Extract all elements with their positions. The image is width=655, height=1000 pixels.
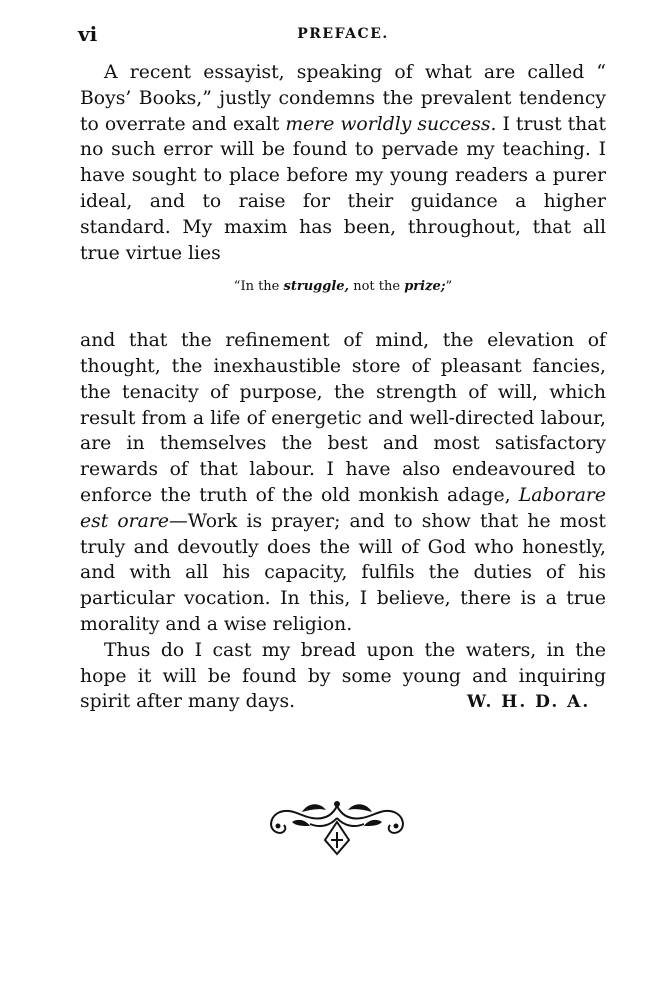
p1-text-a: A recent essayist, speaking of what are called “ Boys’ Books,” justly condemns the prevalent tendency to overrate and exalt — [80, 62, 606, 135]
p2-emphasis: Laborare est orare — [80, 484, 606, 532]
floral-tailpiece-icon — [262, 798, 412, 858]
paragraph-3: Thus do I cast my bread upon the waters, in the hope it will be found by some young and inquiring spirit after many days. — [80, 639, 606, 713]
p2-text-a: and that the refinement of mind, the elevation of thought, the inexhaustible store of pleasant fancies, the tenacity of purpose, the strength of will, which result from a life of energetic and well-directed labour, are in themselves the best and most satisfactory rewards of that labour. I have also endeavoured to enforce the truth of the old monkish adage, — [80, 330, 606, 506]
quote-text-b: not the — [349, 279, 405, 295]
page-number: vi — [78, 22, 98, 46]
quote-close: ” — [445, 279, 453, 295]
running-title: PREFACE. — [297, 26, 389, 42]
quotation — [80, 274, 606, 300]
preface-body — [80, 60, 606, 715]
quote-text-a: “In the — [233, 279, 284, 295]
p1-text-b: I trust that no such error will be found to pervade my teaching. I have sought to place before my young readers a purer ideal, and to raise for their guidance a higher standard. My maxim has been, throughout, that all true virtue lies — [80, 113, 606, 264]
quote-emphasis-2: prize; — [404, 279, 446, 295]
paragraph-2 — [80, 328, 606, 638]
signature: W. H. D. A. — [467, 692, 591, 712]
quote-emphasis-1: struggle, — [283, 279, 350, 295]
p2-text-b: —Work is prayer; and to show that he most truly and devoutly does the will of God who honestly, and with all his capacity, fulfils the duties of his particular vocation. In this, I believe, there is a true morality and a wise religion. — [80, 510, 606, 635]
p1-emphasis: mere worldly success. — [285, 113, 497, 135]
paragraph-1 — [80, 60, 606, 266]
page-header — [78, 22, 608, 46]
